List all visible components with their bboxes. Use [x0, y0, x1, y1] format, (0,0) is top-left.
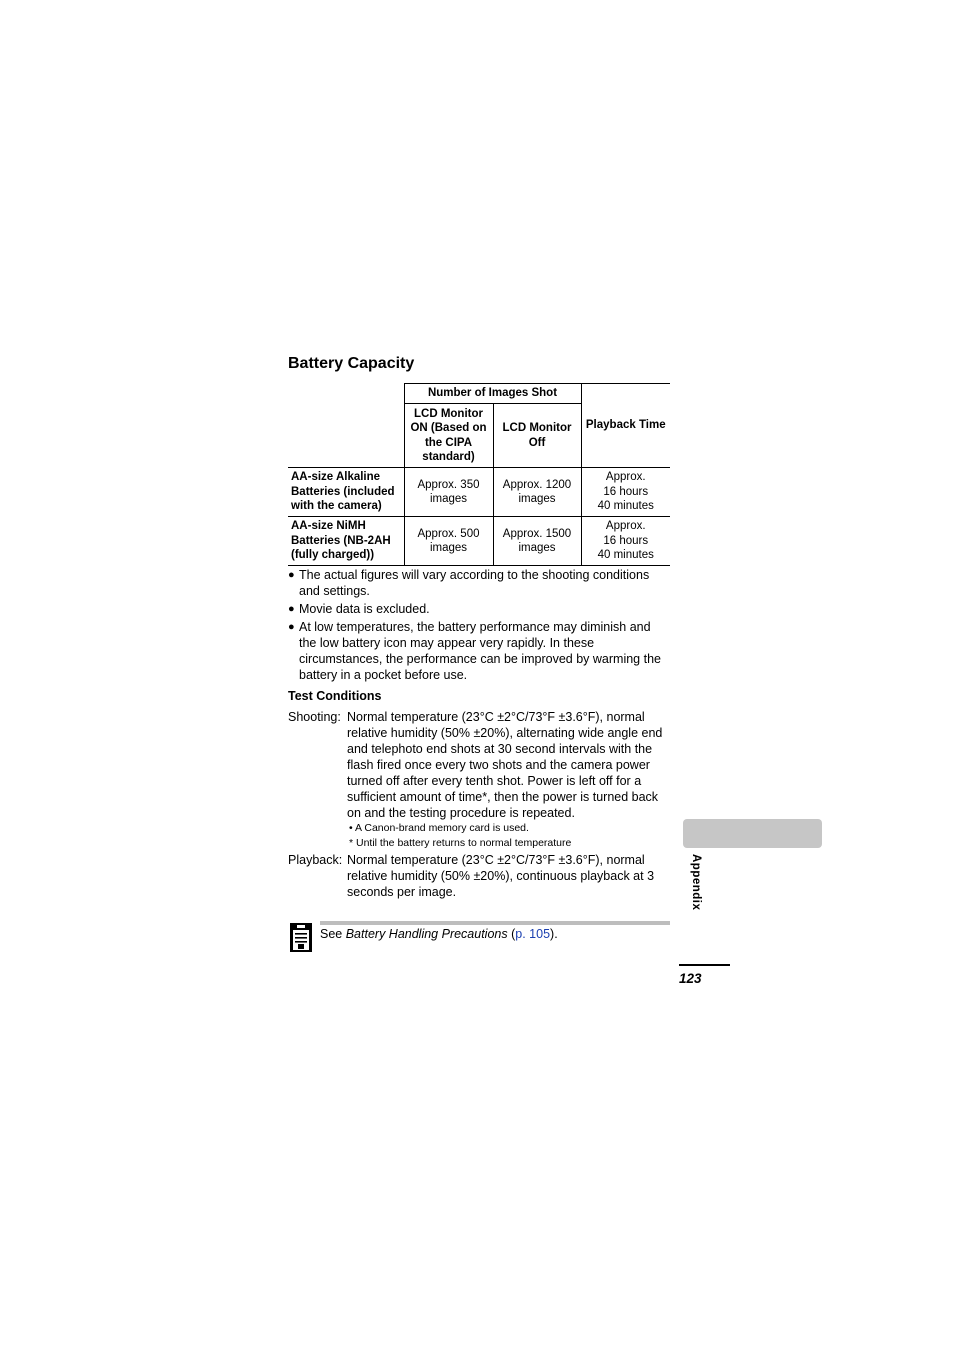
section-title: Battery Capacity [288, 355, 415, 372]
row-label-nimh: AA-size NiMH Batteries (NB-2AH (fully charged)) [288, 517, 404, 566]
header-playback-time: Playback Time [581, 384, 670, 468]
bullet-text: The actual figures will vary according to the shooting conditions and settings. [299, 568, 650, 598]
appendix-label: Appendix [690, 854, 702, 911]
table-row [288, 468, 670, 517]
header-lcd-monitor-on: LCD Monitor ON (Based on the CIPA standard) [404, 404, 493, 468]
test-conditions-heading: Test Conditions [288, 689, 382, 703]
cell-alkaline-playback [581, 468, 670, 517]
playback-line: 16 hours [603, 534, 649, 547]
see-close: ). [550, 927, 558, 941]
playback-line: Approx. [605, 520, 646, 533]
row-label-alkaline: AA-size Alkaline Batteries (included with the camera) [288, 468, 404, 517]
page-number: 123 [679, 971, 702, 986]
see-also-text [320, 926, 558, 942]
playback-text: Normal temperature (23°C ±2°C/73°F ±3.6°F), normal relative humidity (50% ±20%), continuous playback at 3 seconds per image. [347, 853, 655, 899]
reference-divider [320, 921, 670, 925]
playback-label: Playback: [288, 853, 343, 867]
bullet-item [288, 567, 670, 599]
footnote-memory-card: • A Canon-brand memory card is used. [349, 822, 529, 834]
bullet-text: At low temperatures, the battery performance may diminish and the low battery icon may appear very rapidly. In these circumstances, the performance can be improved by warming the battery in a pocket before use. [299, 620, 661, 682]
cell-nimh-playback [581, 517, 670, 566]
reference-note-icon [289, 922, 313, 958]
see-prefix: See [320, 927, 346, 941]
see-open: ( [507, 927, 516, 941]
bullet-text: Movie data is excluded. [299, 602, 430, 616]
bullet-dot-icon: ● [288, 569, 295, 581]
playback-line: 40 minutes [597, 549, 654, 562]
cell-alkaline-lcd-on: Approx. 350 images [404, 468, 493, 517]
battery-capacity-table [288, 383, 670, 566]
shooting-text: Normal temperature (23°C ±2°C/73°F ±3.6°F), normal relative humidity (50% ±20%), alternating wide angle end and telephoto end shots at 30 second intervals with the flash fired once every two shots and the camera power turned off after every tenth shot. Power is left off for a sufficient amount of time*, then the power is turned back on and the testing procedure is repeated. [347, 710, 663, 820]
playback-line: 16 hours [603, 485, 649, 498]
table-corner [288, 384, 404, 468]
cell-nimh-lcd-off: Approx. 1500 images [493, 517, 581, 566]
playback-line: Approx. [605, 471, 646, 484]
bullet-item [288, 601, 670, 617]
see-title: Battery Handling Precautions [345, 927, 508, 941]
page-link[interactable]: p. 105 [515, 927, 551, 941]
playback-line: 40 minutes [597, 500, 654, 513]
bullet-dot-icon: ● [288, 603, 295, 615]
footnote-battery-temp: * Until the battery returns to normal temperature [349, 837, 572, 849]
appendix-tab [683, 819, 822, 848]
table-row [288, 517, 670, 566]
shooting-label: Shooting: [288, 710, 341, 724]
cell-nimh-lcd-on: Approx. 500 images [404, 517, 493, 566]
bullet-item [288, 619, 670, 683]
header-number-of-images: Number of Images Shot [404, 384, 581, 404]
bullet-dot-icon: ● [288, 621, 295, 633]
header-lcd-monitor-off: LCD Monitor Off [493, 404, 581, 468]
page-number-rule [679, 964, 730, 966]
cell-alkaline-lcd-off: Approx. 1200 images [493, 468, 581, 517]
